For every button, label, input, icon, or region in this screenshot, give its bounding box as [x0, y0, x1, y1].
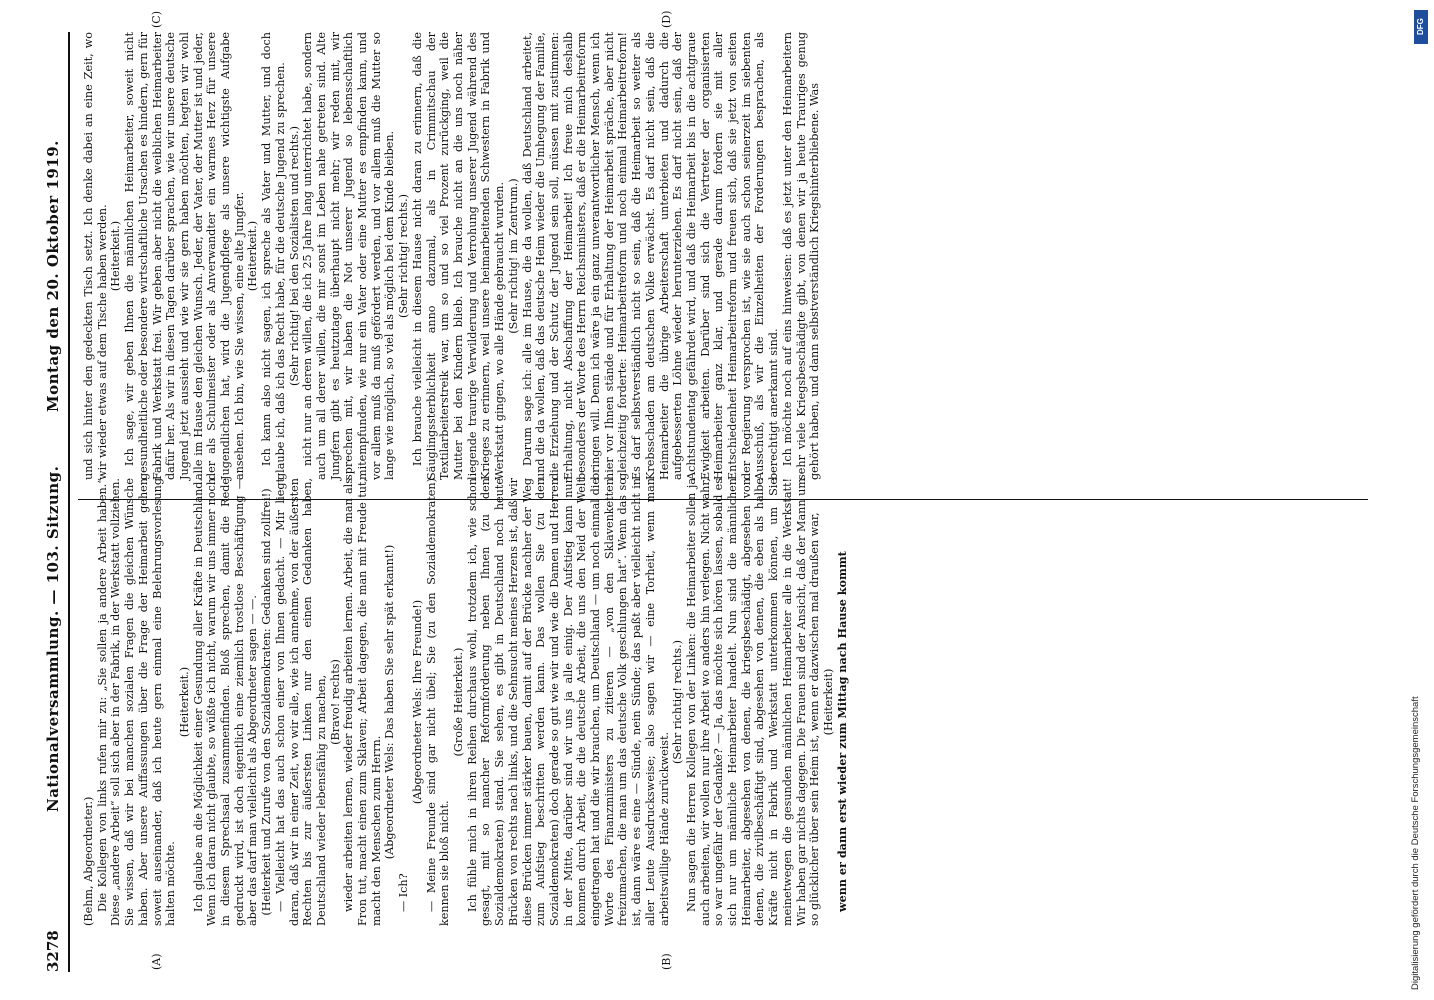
- interjection: (Sehr richtig! im Zentrum.): [506, 178, 520, 334]
- interjection: (Heiterkeit und Zurufe von den Sozialdemokraten: Gedanken sind zollfrei!): [260, 488, 274, 916]
- paragraph: (Behm, Abgeordneter.): [82, 796, 95, 926]
- margin-marker-c: (C): [150, 11, 163, 28]
- interjection: (Heiterkeit.): [177, 666, 191, 738]
- header-title-right: Montag den 20. Oktober 1919.: [44, 140, 62, 412]
- header-title-left: Nationalversammlung. — 103. Sitzung.: [44, 465, 62, 812]
- paragraph: Ich möchte noch auf eins hinweisen: daß es jetzt unter den Heimarbeitern sehr viele Kriegsbeschädigte gibt, von denen wir ja heute Trauriges genug gehört haben, und dann selbstverständlich Kriegshinterbliebene. Was: [780, 32, 822, 480]
- page-number: 3278: [44, 930, 62, 972]
- margin-marker-a: (A): [150, 953, 163, 970]
- paragraph: nicht nur an deren willen, die ich 25 Jahre lang unterrichtet habe, sondern auch um all derer willen, die mir sonst im Leben nahe getreten sind. Alte Jungfern gibt es heutzutage überhaupt nicht mehr; wir reden mit, wir sprechen mit, wir haben die Not unserer Jugend so lebensschaftlich mitempfunden, wie nur ein Vater oder eine Mutter es empfinden kann, und vor allem muß da muß gefördert werden, und vor allem muß die Mutter so lange wie möglich, so viel als möglich bei dem Kinde bleiben.: [301, 32, 397, 480]
- paragraph: Ich kann also nicht sagen, ich spreche als Vater und Mutter, und doch glaube ich, daß ich das Recht habe, für die deutsche Jugend zu sprechen.: [260, 32, 287, 480]
- interjection: (Heiterkeit.): [246, 220, 260, 292]
- interjection: (Sehr richtig! bei den Sozialisten und rechts.): [287, 126, 301, 386]
- digitization-note: Digitalisierung gefördert durch die Deutsche Forschungsgemeinschaft: [1410, 696, 1421, 990]
- interjection: (Heiterkeit.): [109, 220, 123, 292]
- paragraph: Nun sagen die Herren Kollegen von der Linken: die Heimarbeiter sollen ja auch arbeiten, wir wollen nur ihre Arbeit wo anders hin verlegen. Nicht wahr, so war ungefähr der Gedanke? — Ja, das möchte sich hören lassen, sobald es sich nur um männliche Heimarbeiter handelt. Nun sind die männlichen Heimarbeiter, abgesehen von denen, die kriegsbeschädigt, abgesehen von denen, die zivilbeschäftigt sind, abgesehen von denen, die eben als halbe Kräfte nicht in Fabrik und Werkstatt unterkommen können, um Sie meinetwegen die gesunden männlichen Heimarbeiter alle in die Werkstatt! Wir haben gar nichts dagegen. Die Frauen sind der Ansicht, daß der Mann um so glücklicher über sein Heim ist, wenn er dazwischen mal draußen war,: [684, 478, 822, 926]
- paragraph: und sich hinter den gedeckten Tisch setzt. Ich denke dabei an eine Zeit, wo wir wieder etwas auf dem Tische haben werden.: [82, 32, 109, 480]
- paragraph: wenn er dann erst wieder zum Mittag nach Hause kommt: [834, 551, 849, 912]
- paragraph: Ich brauche vielleicht in diesem Hause nicht daran zu erinnern, daß die Säuglingssterblichkeit anno dazumal, als in Crimmitschau der Textilarbeiterstreik war, um so und so viel Prozent zurückging, weil die Mutter bei den Kindern blieb. Ich brauche nicht an die uns noch näher liegende traurige Verwilderung und Verrohung unserer Jugend während des Krieges zu erinnern, weil unsere heimarbeitenden Schwestern in Fabrik und Werkstatt gingen, wo alle Hände gebraucht wurden.: [410, 32, 507, 480]
- margin-marker-b: (B): [660, 953, 673, 970]
- interjection: (Große Heiterkeit.): [451, 647, 465, 757]
- paragraph: Ich fühle mich in ihren Reihen durchaus wohl, trotzdem ich, wie schon gesagt, mit so mancher Reformforderung neben Ihnen (zu den Sozialdemokraten) stand. Sie sehen, es gibt in Deutschland noch heute Brücken von rechts nach links, und die Sehnsucht meines Herzens ist, daß wir diese Brücken immer stärker bauen, damit auf der Brücke nachher der Weg zum Aufstieg beschritten werden kann. Das wollen Sie (zu den Sozialdemokraten) doch gerade so gut wie wir und wie die Damen und Herren in der Mitte, darüber sind wir uns ja alle einig. Der Aufstieg kann nur kommen durch Arbeit, die die deutsche Arbeit, die uns den Neid der Welt eingetragen hat und die wir brauchen, um Deutschland — um noch einmal die Worte des Finanzministers zu zitieren — „von den Sklavenketten freizumachen, die man um das deutsche Volk geschlungen hat“. Wenn das so ist, dann wäre es eine — Sünde, nein Sünde; das paßt aber vielleicht nicht in aller Leute Ausdrucksweise; also sagen wir — eine Torheit, wenn man arbeitswillige Hände zurückweist.: [465, 478, 671, 926]
- interjection: (Heiterkeit): [821, 668, 835, 736]
- paragraph: Ich glaube an die Möglichkeit einer Gesundung aller Kräfte in Deutschland. Wenn ich daran nicht glaubte, so wüßte ich nicht, warum wir uns immer noch in diesem Sprechsaal zusammenfinden. Bloß sprechen, damit die Rede gedruckt wird, ist doch eigentlich eine ziemlich trostlose Beschäftigung — aber das darf man vielleicht als Abgeordneter sagen — —.: [191, 478, 260, 926]
- margin-marker-d: (D): [660, 10, 673, 28]
- interjection: (Bravo! rechts): [328, 659, 342, 745]
- interjection: (Sehr richtig! rechts.): [671, 639, 685, 765]
- left-column: [82, 478, 849, 926]
- dfg-logo: DFG: [1414, 10, 1428, 44]
- column-divider: [78, 499, 1368, 500]
- interjection: (Sehr richtig! rechts.): [397, 193, 411, 319]
- paragraph: Darum sage ich: alle im Hause, die da wollen, daß Deutschland arbeitet, und die da wollen, daß das deutsche Heim wieder die Umhegung der Familie, die Erziehung und der Schutz der Jugend sein soll, müssen mit zustimmen: Erhaltung, nicht Abschaffung der Heimarbeit! Ich freue mich deshalb besonders der Worte des Herrn Reichsministers, daß er die Heimarbeitreform bringen will. Denn ich wäre ja ein ganz unverantwortlicher Mensch, wenn ich hier vor Ihnen stände und für Erhaltung der Heimarbeit spräche, aber nicht gleichzeitig forderte: Heimarbeitreform und noch einmal Heimarbeitreform! Es darf selbstverständlich nicht so sein, daß die Heimarbeit so weiter als Krebsschaden am deutschen Volke erwächst. Es darf nicht sein, daß die Heimarbeiter die übrige Arbeiterschaft unterbieten und dadurch die aufgebesserten Löhne wieder herunterziehen. Es darf nicht sein, daß der Achtstundentag gefährdet wird, und daß die Heimarbeit bis in die achtgraue Ewigkeit arbeiten. Darüber sind sich die Vertreter der organisierten Heimarbeiter ganz klar, und gerade darum fordern sie mit aller Entschiedenheit Heimarbeitreform und freuen sich, daß sie jetzt von seiten der Regierung versprochen ist, wie sie auch schon seinerzeit im siebenten Ausschuß, als wir die Einzelheiten der Forderungen besprachen, als berechtigt anerkannt sind.: [520, 32, 781, 480]
- interjection: (Abgeordneter Wels: Ihre Freunde!): [410, 599, 424, 805]
- interjection: (Abgeordneter Wels: Das haben Sie sehr spät erkannt!): [383, 544, 397, 860]
- paragraph: — Ich?: [397, 873, 411, 912]
- page-header: [40, 32, 70, 972]
- paragraph: Ich sage, wir geben Ihnen die männlichen Heimarbeiter, soweit nicht gesundheitliche oder besondere wirtschaftliche Ursachen es hindern, gern für Fabrik und Werkstatt frei. Wir geben aber nicht die weiblichen Heimarbeiter dafür her. Als wir in diesen Tagen darüber sprachen, wie wir unsere deutsche Jugend jetzt aussieht und wie wir sie gern haben möchten, hegten wir wohl alle im Hause den gleichen Wunsch. Jeder, der Vater, der Mutter ist und jeder, der als Schulmeister oder als Anverwandter ein warmes Herz für unsere Jugendlichen hat, wird die Jugendpflege als unsere wichtigste Aufgabe ansehen. Ich bin, wie Sie wissen, eine alte Jungfer.: [123, 32, 246, 480]
- paragraph: wieder arbeiten lernen, wieder freudig arbeiten lernen. Arbeit, die man als Fron tut, macht einen zum Sklaven; Arbeit dagegen, die man mit Freude tut, macht den Menschen zum Herrn.: [342, 478, 383, 926]
- right-column: [82, 32, 822, 480]
- paragraph: — Vielleicht hat das auch schon einer von Ihnen gedacht. — Mir liegt daran, daß wir in einer Zeit, wo wir alle, wie ich annehme, von der äußersten Rechten bis zur äußersten Linken nur den einen Gedanken haben, Deutschland wieder lebensfähig zu machen,: [273, 478, 328, 926]
- paragraph: — Meine Freunde sind gar nicht übel; Sie (zu den Sozialdemokraten) kennen sie bloß nicht.: [424, 478, 452, 926]
- paragraph: Die Kollegen von links rufen mir zu: „Sie sollen ja andere Arbeit haben.“ Diese „andere Arbeit“ soll sich aber in der Fabrik, in der Werkstatt vollziehen. Sie wissen, daß wir bei manchen sozialen Fragen die gleichen Wünsche haben. Aber unsere Auffassungen über die Frage der Heimarbeit gehen soweit auseinander, daß ich heute gern einmal eine Belehrungsvorlesung halten möchte.: [95, 478, 178, 926]
